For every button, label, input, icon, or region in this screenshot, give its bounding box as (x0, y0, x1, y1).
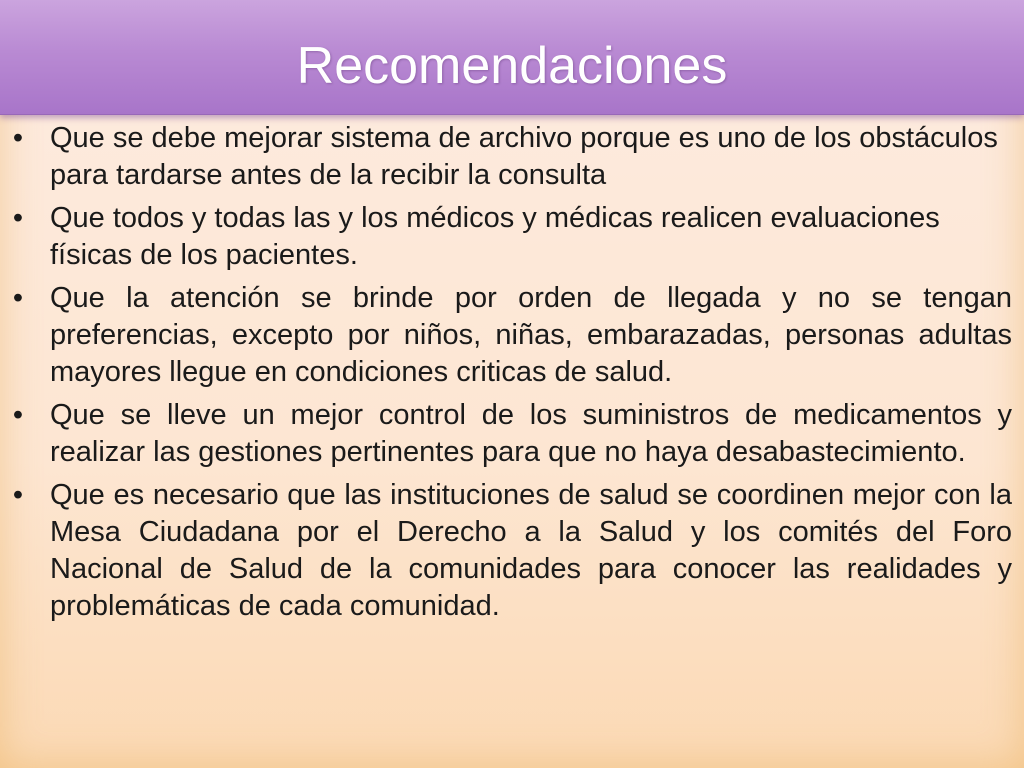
bullet-text: Que todos y todas las y los médicos y médicas realicen evaluaciones físicas de los pacientes. (50, 202, 940, 271)
title-bar (0, 0, 1024, 115)
bullet-text: Que es necesario que las instituciones de salud se coordinen mejor con la Mesa Ciudadana por el Derecho a la Salud y los comités del Foro Nacional de Salud de la comunidades para conocer las realidades y problemáticas de cada comunidad. (50, 479, 1012, 622)
slide-title: Recomendaciones (296, 37, 728, 95)
bullet-item-2 (12, 200, 1012, 274)
slide-content (0, 120, 1024, 760)
bullet-item-1 (12, 120, 1012, 194)
bullet-icon: • (12, 202, 24, 234)
bullet-icon: • (12, 479, 24, 511)
bullet-icon: • (12, 399, 24, 431)
bullet-list (0, 120, 1024, 625)
bullet-text: Que se lleve un mejor control de los suministros de medicamentos y realizar las gestiones pertinentes para que no haya desabastecimiento. (50, 399, 1012, 468)
bullet-text: Que la atención se brinde por orden de llegada y no se tengan preferencias, excepto por niños, niñas, embarazadas, personas adultas mayores llegue en condiciones criticas de salud. (50, 282, 1012, 388)
bullet-item-5 (12, 477, 1012, 625)
bullet-item-3 (12, 280, 1012, 391)
bullet-item-4 (12, 397, 1012, 471)
bullet-icon: • (12, 122, 24, 154)
bullet-text: Que se debe mejorar sistema de archivo porque es uno de los obstáculos para tardarse antes de la recibir la consulta (50, 122, 998, 191)
bullet-icon: • (12, 282, 24, 314)
